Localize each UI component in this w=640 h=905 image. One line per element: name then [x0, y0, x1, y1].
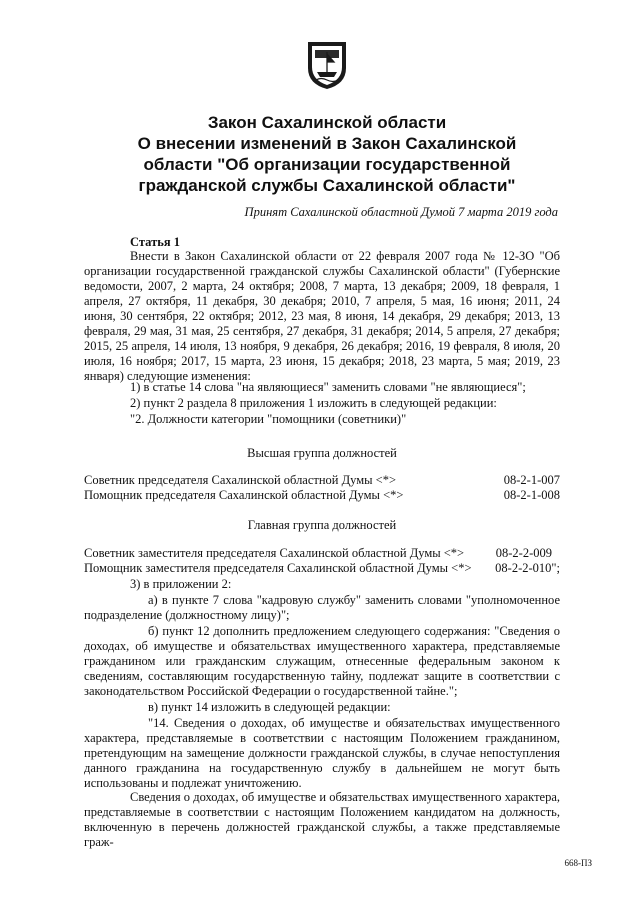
page-code: 668-ПЗ	[564, 858, 592, 868]
position-name: Помощник председателя Сахалинской областной Думы <*>	[84, 488, 404, 502]
law-subtitle-line-2: области "Об организации государственной	[143, 155, 511, 174]
position-code: 08-2-1-008	[503, 488, 560, 502]
amendment-item-3: 3) в приложении 2:	[130, 577, 232, 591]
law-title: Закон Сахалинской области	[207, 113, 447, 132]
sub-item-a: а) в пункте 7 слова "кадровую службу" заменить словами "уполномоченное подразделение (должностному лицу)";	[84, 593, 560, 622]
sub-item-v-quote: "14. Сведения о доходах, об имуществе и обязательствах имущественного характера, представляемые в соответствии с настоящим Положением гражданином, претендующим на замещение должности гражданской службы, в случае непоступления данного гражданина на государственную службу в дальнейшем не могут быть использованы и подлежат уничтожению.	[84, 716, 560, 790]
article-heading: Статья 1	[130, 235, 180, 249]
position-code: 08-2-2-010";	[495, 561, 560, 575]
position-name: Советник заместителя председателя Сахалинской областной Думы <*>	[84, 546, 465, 560]
closing-paragraph: Сведения о доходах, об имуществе и обязательствах имущественного характера, представляемые в соответствии с настоящим Положением кандидатом на должность, включенную в перечень должностей гражданской службы, а также представляемые граж-	[84, 790, 560, 849]
group-heading-high: Высшая группа должностей	[247, 446, 397, 460]
position-name: Помощник заместителя председателя Сахалинской областной Думы <*>	[84, 561, 472, 575]
sub-item-b: б) пункт 12 дополнить предложением следующего содержания: "Сведения о доходах, об имуществе и обязательствах имущественного характера, представляемые гражданином или гражданским служащим, отнесенные федеральным законом к сведениям, составляющим государственную тайну, подлежат защите в соответствии с законодательством Российской Федерации о государственной тайне.";	[84, 624, 560, 698]
amendment-item-2: 2) пункт 2 раздела 8 приложения 1 изложить в следующей редакции:	[130, 396, 497, 410]
position-name: Советник председателя Сахалинской областной Думы <*>	[84, 473, 397, 487]
adoption-note: Принят Сахалинской областной Думой 7 марта 2019 года	[244, 205, 558, 219]
law-subtitle-line-3: гражданской службы Сахалинской области"	[138, 176, 516, 195]
coat-of-arms-icon	[306, 38, 348, 90]
amendment-item-2-quote: "2. Должности категории "помощники (советники)"	[130, 412, 407, 426]
law-subtitle-line-1: О внесении изменений в Закон Сахалинской	[137, 134, 517, 153]
article-intro: Внести в Закон Сахалинской области от 22 февраля 2007 года № 12-ЗО "Об организации государственной гражданской службы Сахалинской области" (Губернские ведомости, 2007, 2 марта, 24 октября; 2008, 7 марта, 13 декабря; 2009, 18 февраля, 1 апреля, 27 октября, 11 декабря, 30 декабря; 2010, 7 апреля, 5 мая, 16 июня; 2011, 24 июня, 30 сентября, 22 октября; 2012, 23 мая, 8 июня, 14 декабря, 29 декабря; 2013, 13 февраля, 29 мая, 31 мая, 25 сентября, 27 декабря, 31 декабря; 2014, 5 апреля, 27 декабря; 2015, 25 апреля, 14 июля, 13 ноября, 9 декабря, 26 декабря; 2016, 19 февраля, 8 июля, 20 июля, 16 ноября; 2017, 15 марта, 23 июня, 15 декабря; 2018, 23 марта, 5 мая; 2019, 23 января) следующие изменения:	[84, 249, 560, 383]
position-code: 08-2-2-009	[495, 546, 552, 560]
sub-item-v: в) пункт 14 изложить в следующей редакции:	[148, 700, 391, 714]
group-heading-main: Главная группа должностей	[247, 518, 397, 532]
position-code: 08-2-1-007	[503, 473, 560, 487]
amendment-item-1: 1) в статье 14 слова "на являющиеся" заменить словами "не являющиеся";	[130, 380, 526, 394]
